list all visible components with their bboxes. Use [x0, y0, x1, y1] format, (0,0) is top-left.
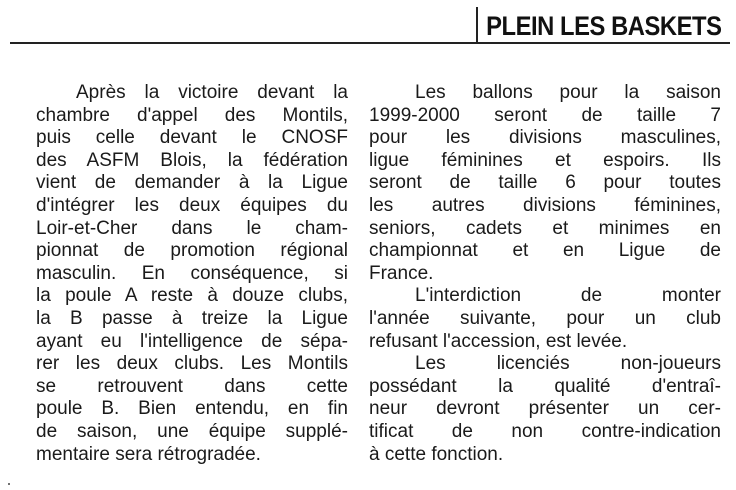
text-line: masculin. En conséquence, si: [36, 262, 348, 284]
text-line: de saison, une équipe supplé-: [36, 420, 348, 442]
text-line: refusant l'accession, est levée.: [369, 330, 628, 352]
text-line: possédant la qualité d'entraî-: [369, 375, 721, 397]
text-line: la B passe à treize la Ligue: [36, 307, 348, 329]
left-column: [36, 82, 348, 466]
text-line: ayant eu l'intelligence de sépa-: [36, 330, 348, 352]
text-line: France.: [369, 262, 434, 284]
text-line: l'année suivante, pour un club: [369, 307, 721, 329]
text-line: Les licenciés non-joueurs: [415, 353, 721, 375]
text-line: pionnat de promotion régional: [36, 240, 348, 262]
text-line: L'interdiction de monter: [415, 285, 721, 307]
column-title: PLEIN LES BASKETS: [486, 11, 722, 41]
text-line: 1999-2000 seront de taille 7: [369, 104, 721, 126]
text-line: neur devront présenter un cer-: [369, 398, 721, 420]
text-line: d'intégrer les deux équipes du: [36, 194, 348, 216]
scan-speck: [8, 483, 10, 485]
text-line: poule B. Bien entendu, en fin: [36, 398, 348, 420]
text-line: à cette fonction.: [369, 443, 504, 465]
text-line: seront de taille 6 pour toutes: [369, 172, 721, 194]
text-line: seniors, cadets et minimes en: [369, 217, 721, 239]
text-line: mentaire sera rétrogradée.: [36, 443, 261, 465]
text-line: vient de demander à la Ligue: [36, 172, 348, 194]
text-line: pour les divisions masculines,: [369, 127, 721, 149]
text-line: se retrouvent dans cette: [36, 375, 348, 397]
text-line: Loir-et-Cher dans le cham-: [36, 217, 348, 239]
text-line: Les ballons pour la saison: [415, 82, 721, 103]
text-line: rer les deux clubs. Les Montils: [36, 353, 348, 375]
title-divider: [476, 7, 478, 42]
text-line: Après la victoire devant la: [76, 82, 348, 103]
text-line: ligue féminines et espoirs. Ils: [369, 149, 721, 171]
text-line: les autres divisions féminines,: [369, 194, 721, 216]
text-line: la poule A reste à douze clubs,: [36, 285, 348, 307]
text-line: championnat et en Ligue de: [369, 240, 721, 262]
text-line: tificat de non contre-indication: [369, 420, 721, 442]
text-line: chambre d'appel des Montils,: [36, 104, 348, 126]
right-column: [369, 82, 721, 466]
text-line: des ASFM Blois, la fédération: [36, 149, 348, 171]
text-line: puis celle devant le CNOSF: [36, 127, 348, 149]
